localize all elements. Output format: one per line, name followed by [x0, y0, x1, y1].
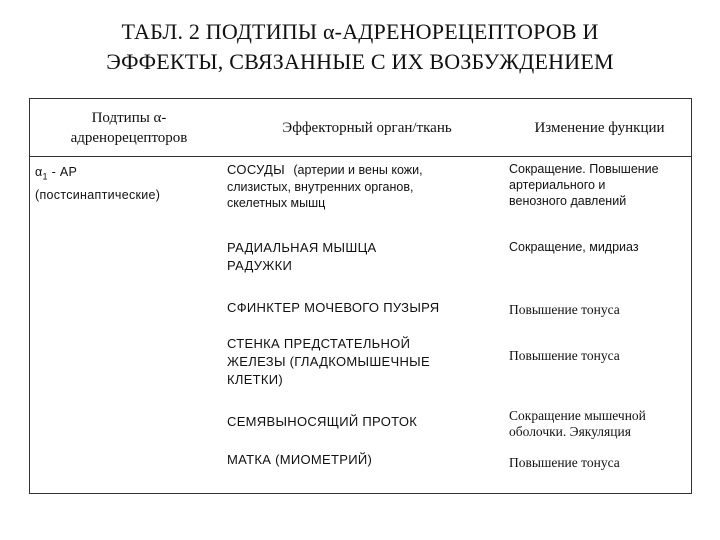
header-organ	[226, 99, 508, 156]
header-subtype-line-2: адренорецепторов	[70, 129, 188, 146]
receptor-table	[29, 98, 692, 494]
organ-cell-iris: РАДИАЛЬНАЯ МЫШЦА РАДУЖКИ	[227, 240, 377, 273]
subtype-cell	[35, 163, 223, 204]
change-cell-uterus: Повышение тонуса	[509, 455, 620, 470]
title-line-1: ТАБЛ. 2 ПОДТИПЫ α-АДРЕНОРЕЦЕПТОРОВ И	[121, 19, 599, 44]
change-cell-iris: Сокращение, мидриаз	[509, 240, 639, 254]
header-change-label: Изменение функции	[534, 119, 665, 136]
organ-cell-vessels	[227, 161, 507, 211]
header-organ-label: Эффекторный орган/ткань	[282, 119, 452, 136]
organ-detail: слизистых, внутренних органов,	[227, 180, 414, 194]
organ-cell-bladder: СФИНКТЕР МОЧЕВОГО ПУЗЫРЯ	[227, 300, 440, 315]
organ-detail: скелетных мышц	[227, 196, 326, 210]
change-cell-vessels: Сокращение. Повышение артериального и венозного давлений	[509, 162, 659, 208]
change-cell-vas-deferens: Сокращение мышечной оболочки. Эякуляция	[509, 408, 646, 439]
header-subtype-line-1: Подтипы α-	[91, 109, 167, 126]
subtype-note: (постсинаптические)	[35, 187, 161, 202]
title-line-2: ЭФФЕКТЫ, СВЯЗАННЫЕ С ИХ ВОЗБУЖДЕНИЕМ	[106, 49, 614, 74]
organ-cell-prostate: СТЕНКА ПРЕДСТАТЕЛЬНОЙ ЖЕЛЕЗЫ (ГЛАДКОМЫШЕЧНЫЕ КЛЕТКИ)	[227, 336, 430, 387]
organ-cell-vas-deferens: СЕМЯВЫНОСЯЩИЙ ПРОТОК	[227, 414, 418, 429]
subtype-name: $\alpha_1$ - АР	[35, 165, 78, 182]
page-title	[0, 17, 720, 77]
organ-name: СОСУДЫ	[227, 162, 285, 177]
organ-detail: (артерии и вены кожи,	[293, 163, 423, 177]
organ-cell-uterus: МАТКА (МИОМЕТРИЙ)	[227, 452, 373, 467]
change-cell-prostate: Повышение тонуса	[509, 348, 620, 363]
header-change	[508, 99, 691, 156]
header-subtype	[34, 99, 224, 156]
change-cell-bladder: Повышение тонуса	[509, 302, 620, 317]
header-divider	[30, 156, 691, 157]
